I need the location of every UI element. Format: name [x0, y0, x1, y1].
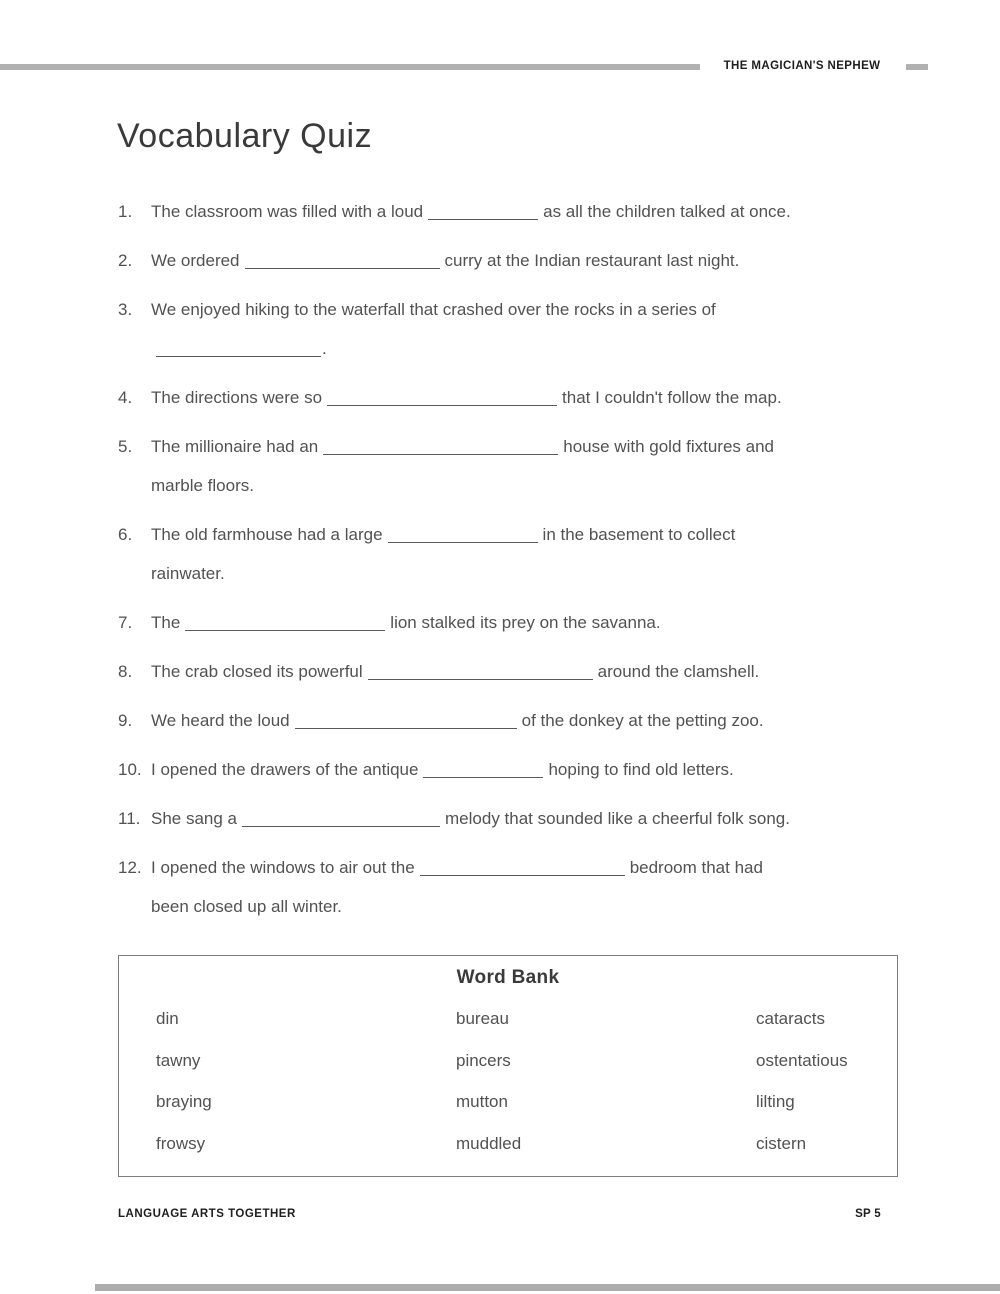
answer-blank[interactable] — [242, 810, 440, 827]
sentence-text: The crab closed its powerful — [151, 662, 363, 681]
sentence-text: bedroom that had — [629, 858, 763, 877]
header-rule-left — [0, 64, 700, 70]
word-bank-word: ostentatious — [756, 1050, 848, 1070]
word-bank-word: muddled — [456, 1133, 522, 1153]
quiz-item — [118, 427, 890, 505]
word-bank-word: bureau — [456, 1009, 509, 1028]
item-number: 2. — [118, 251, 133, 270]
footer-series-title: LANGUAGE ARTS TOGETHER — [118, 1208, 296, 1220]
sentence-text: that I couldn't follow the map. — [562, 388, 782, 407]
quiz-item — [118, 799, 890, 838]
quiz-item — [118, 603, 890, 642]
word-bank-box — [118, 955, 898, 1177]
sentence-text: We enjoyed hiking to the waterfall that crashed over the rocks in a series of — [151, 300, 716, 319]
word-bank-word: cataracts — [756, 1009, 825, 1028]
answer-blank[interactable] — [428, 203, 538, 220]
sentence-text: as all the children talked at once. — [543, 202, 791, 221]
word-bank-word: pincers — [456, 1050, 511, 1070]
item-number: 4. — [118, 388, 133, 407]
quiz-item — [118, 515, 890, 593]
word-bank-word: tawny — [156, 1050, 201, 1070]
sentence-text: I opened the windows to air out the — [151, 858, 415, 877]
answer-blank[interactable] — [323, 438, 558, 455]
word-bank-word: braying — [156, 1092, 212, 1111]
sentence-text: The millionaire had an — [151, 437, 319, 456]
word-bank-column — [156, 998, 456, 1164]
sentence-text: . — [322, 339, 327, 358]
word-bank-word: frowsy — [156, 1133, 206, 1153]
sentence-text: She sang a — [151, 809, 238, 828]
item-number: 12. — [118, 858, 142, 877]
word-bank-column — [756, 998, 848, 1164]
sentence-text: The classroom was filled with a loud — [151, 202, 424, 221]
sentence-text: marble floors. — [151, 476, 254, 495]
page-title: Vocabulary Quiz — [117, 117, 373, 155]
answer-blank[interactable] — [295, 712, 517, 729]
word-bank-word: lilting — [756, 1092, 795, 1111]
footer-rule — [95, 1284, 1000, 1291]
word-bank-word: din — [156, 1009, 179, 1028]
sentence-text: of the donkey at the petting zoo. — [521, 711, 764, 730]
answer-blank[interactable] — [420, 859, 625, 876]
sentence-text: house with gold fixtures and — [563, 437, 775, 456]
word-bank-word: mutton — [456, 1092, 508, 1111]
answer-blank[interactable] — [245, 252, 440, 269]
sentence-text: The directions were so — [151, 388, 323, 407]
sentence-text: We heard the loud — [151, 711, 290, 730]
quiz-item — [118, 848, 890, 926]
quiz-item — [118, 378, 890, 417]
item-number: 1. — [118, 202, 133, 221]
item-number: 9. — [118, 711, 133, 730]
sentence-text: in the basement to collect — [542, 525, 736, 544]
header-book-title: THE MAGICIAN'S NEPHEW — [723, 60, 881, 72]
item-number: 6. — [118, 525, 133, 544]
header-rule-right — [906, 64, 928, 70]
word-bank-column — [456, 998, 756, 1164]
answer-blank[interactable] — [388, 526, 538, 543]
sentence-text: We ordered — [151, 251, 240, 270]
item-number: 8. — [118, 662, 133, 681]
quiz-item — [118, 652, 890, 691]
sentence-text: rainwater. — [151, 564, 225, 583]
answer-blank[interactable] — [368, 663, 593, 680]
answer-blank[interactable] — [185, 614, 385, 631]
sentence-text: lion stalked its prey on the savanna. — [390, 613, 661, 632]
answer-blank[interactable] — [423, 761, 543, 778]
quiz-item — [118, 290, 890, 368]
sentence-text: curry at the Indian restaurant last night. — [444, 251, 740, 270]
sentence-text: melody that sounded like a cheerful folk song. — [445, 809, 790, 828]
sentence-text: The old farmhouse had a large — [151, 525, 383, 544]
quiz-item — [118, 701, 890, 740]
item-number: 5. — [118, 437, 133, 456]
word-bank-columns — [119, 989, 897, 1164]
quiz-item — [118, 192, 890, 231]
word-bank-word: cistern — [756, 1133, 807, 1153]
sentence-text: I opened the drawers of the antique — [151, 760, 419, 779]
sentence-text: hoping to find old letters. — [548, 760, 734, 779]
answer-blank[interactable] — [156, 340, 321, 357]
item-number: 3. — [118, 300, 133, 319]
sentence-text: around the clamshell. — [597, 662, 760, 681]
item-number: 10. — [118, 760, 142, 779]
footer-page-number: SP 5 — [855, 1208, 881, 1220]
item-number: 11. — [118, 809, 141, 828]
quiz-item — [118, 750, 890, 789]
quiz-list — [118, 192, 890, 936]
quiz-item — [118, 241, 890, 280]
word-bank-title: Word Bank — [456, 967, 560, 988]
answer-blank[interactable] — [327, 389, 557, 406]
sentence-text: The — [151, 613, 181, 632]
item-number: 7. — [118, 613, 133, 632]
sentence-text: been closed up all winter. — [151, 897, 342, 916]
